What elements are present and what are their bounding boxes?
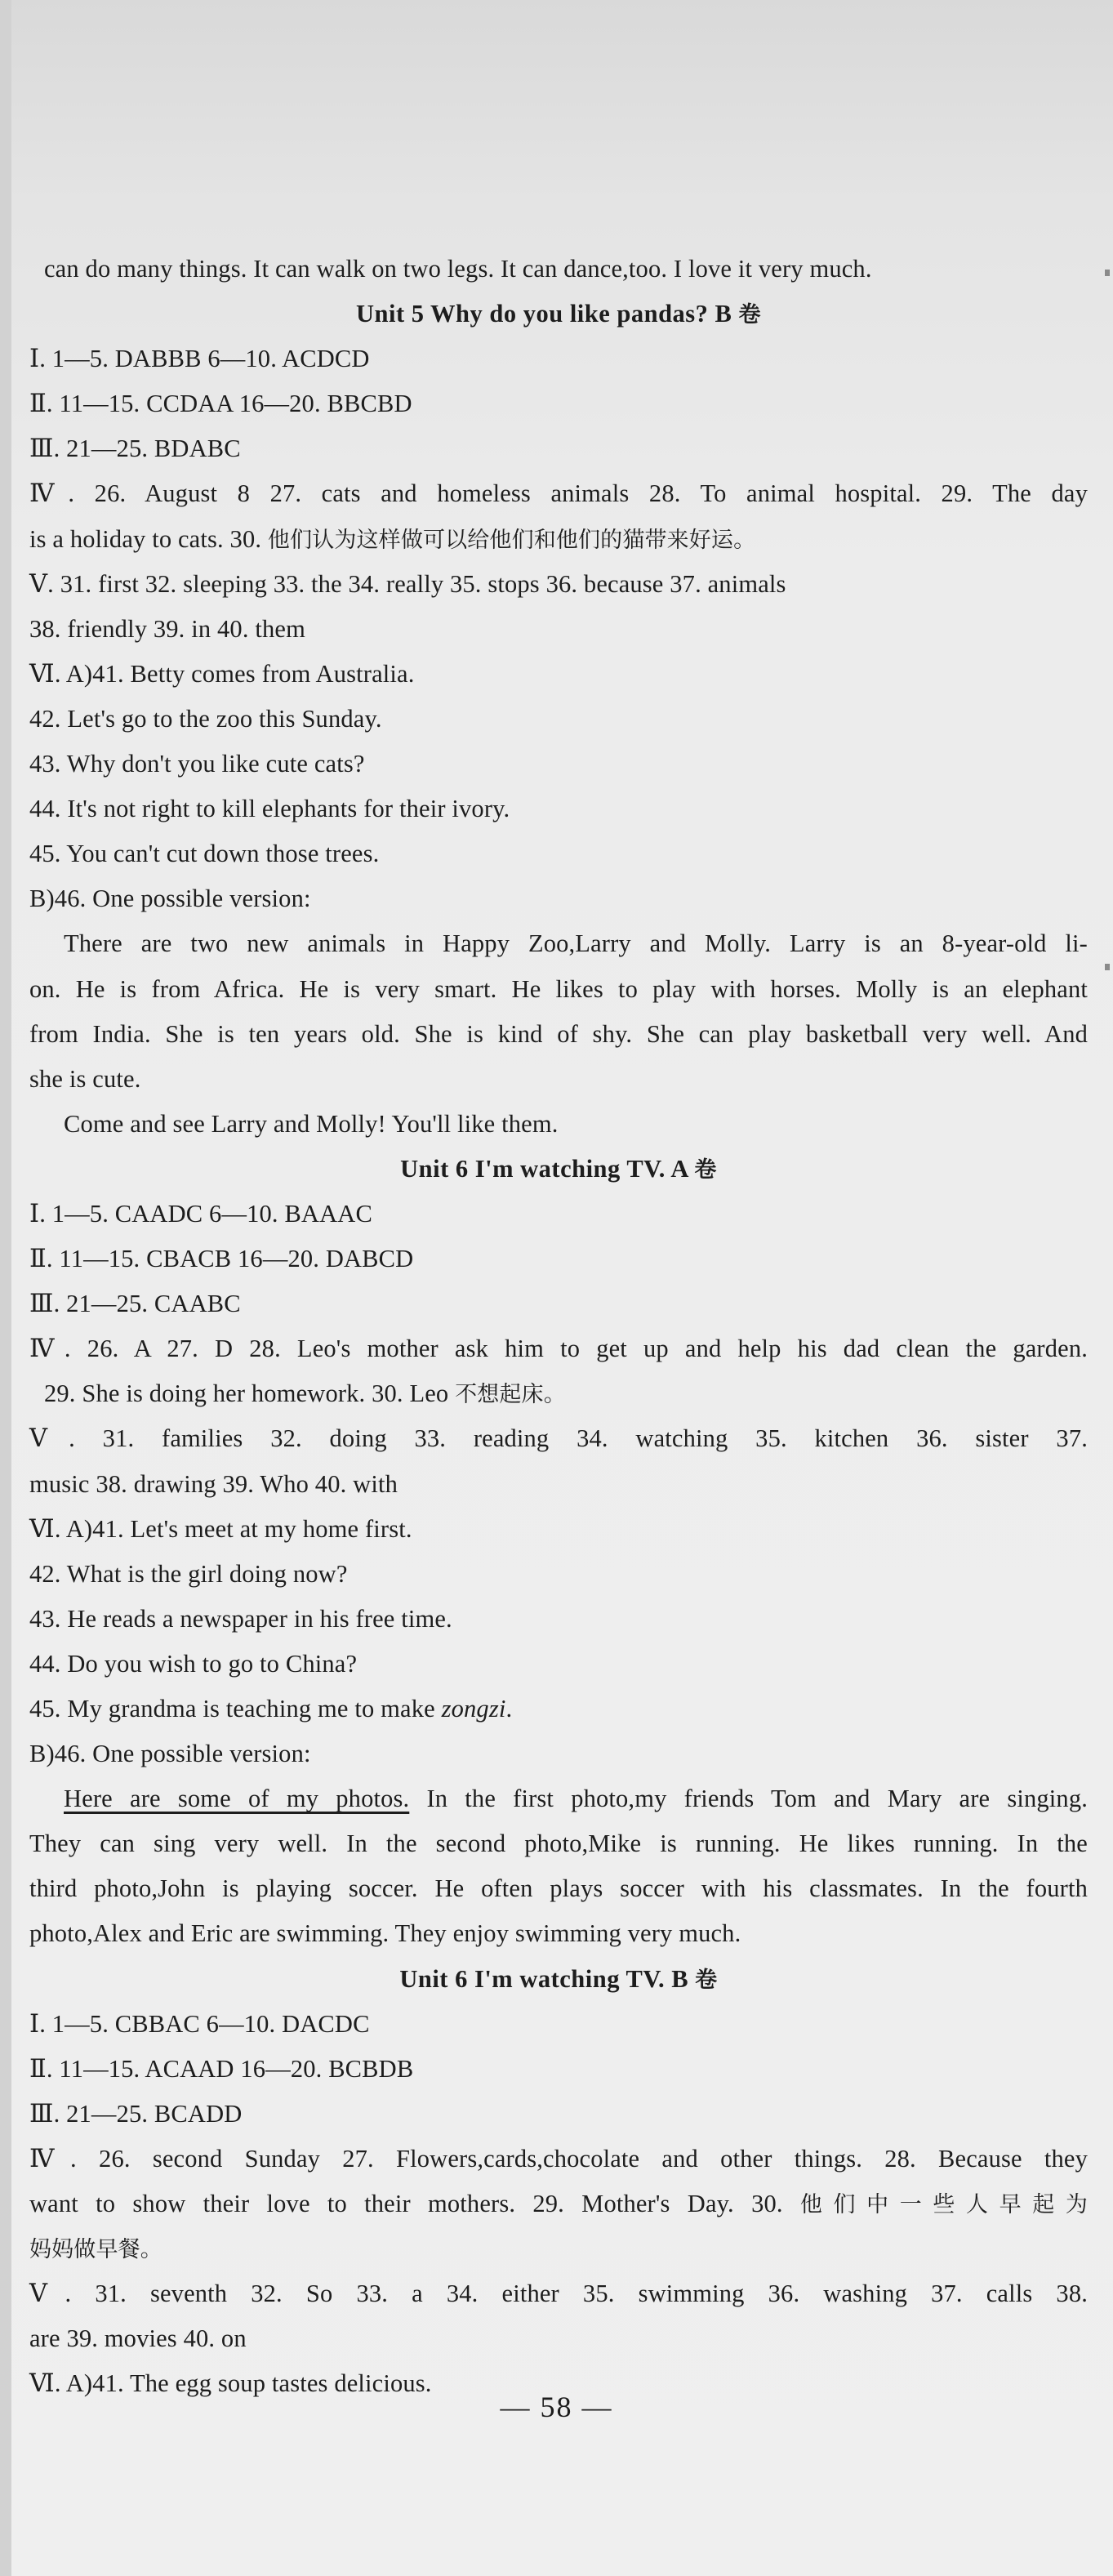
text-line: Ⅱ. 11—15. ACAAD 16—20. BCBDB	[29, 2054, 414, 2083]
page-edge-shadow	[0, 0, 11, 2576]
text-line: Ⅲ. 21—25. BDABC	[29, 435, 241, 463]
text-line: They can sing very well. In the second photo,Mike is running. He likes running. In the	[29, 1829, 1088, 1858]
text-line: 43. He reads a newspaper in his free time.	[29, 1604, 452, 1633]
text-line: Ⅰ. 1—5. DABBB 6—10. ACDCD	[29, 345, 370, 373]
edge-mark	[1105, 270, 1110, 276]
chinese-text: 卷	[695, 1967, 718, 1993]
text-line: Ⅳ. 26. second Sunday 27. Flowers,cards,chocolate and other things. 28. Because they	[29, 2144, 1088, 2173]
text-line: B)46. One possible version:	[29, 1740, 311, 1768]
text-line: Ⅱ. 11—15. CBACB 16—20. DABCD	[29, 1245, 414, 1273]
chinese-text: 他们中一些人早起为	[799, 2192, 1088, 2218]
answer-text-column	[29, 247, 1088, 2407]
chinese-text: 卷	[738, 302, 761, 328]
text-line: Here are some of my photos. In the first photo,my friends Tom and Mary are singing.	[64, 1785, 1088, 1813]
text-line: 44. Do you wish to go to China?	[29, 1649, 358, 1678]
text-line: 44. It's not right to kill elephants for their ivory.	[29, 795, 510, 823]
text-line: are 39. movies 40. on	[29, 2324, 247, 2353]
page-number: — 58 —	[500, 2391, 613, 2423]
text-line: music 38. drawing 39. Who 40. with	[29, 1469, 398, 1498]
text-line: Ⅲ. 21—25. CAABC	[29, 1290, 241, 1318]
text-line: 43. Why don't you like cute cats?	[29, 750, 365, 778]
text-line: 45. My grandma is teaching me to make zongzi.	[29, 1695, 513, 1723]
text-line: Ⅳ. 26. August 8 27. cats and homeless animals 28. To animal hospital. 29. The day	[29, 479, 1088, 508]
text-line: 42. Let's go to the zoo this Sunday.	[29, 704, 382, 733]
text-line: 42. What is the girl doing now?	[29, 1559, 348, 1588]
text-line: can do many things. It can walk on two legs. It can dance,too. I love it very much.	[44, 255, 872, 283]
chinese-text: 不想起床。	[455, 1382, 566, 1408]
text-line: Ⅰ. 1—5. CBBAC 6—10. DACDC	[29, 2009, 370, 2038]
text-line: 38. friendly 39. in 40. them	[29, 614, 305, 643]
text-line: Ⅴ. 31. seventh 32. So 33. a 34. either 35. swimming 36. washing 37. calls 38.	[29, 2280, 1088, 2308]
text-line: 45. You can't cut down those trees.	[29, 840, 380, 868]
text-line: she is cute.	[29, 1064, 141, 1093]
chinese-text: 卷	[694, 1157, 717, 1183]
text-line: Ⅰ. 1—5. CAADC 6—10. BAAAC	[29, 1199, 372, 1228]
text-line: There are two new animals in Happy Zoo,Larry and Molly. Larry is an 8-year-old li-	[64, 929, 1088, 958]
text-line: is a holiday to cats. 30. 他们认为这样做可以给他们和他们的猫带来好运。	[29, 524, 756, 553]
text-line: Ⅴ. 31. first 32. sleeping 33. the 34. really 35. stops 36. because 37. animals	[29, 569, 786, 598]
text-line: on. He is from Africa. He is very smart. He likes to play with horses. Molly is an elephant	[29, 974, 1088, 1003]
underlined-phrase: Here are some of my photos.	[64, 1785, 410, 1813]
chinese-text: 他们认为这样做可以给他们和他们的猫带来好运。	[267, 527, 756, 553]
text-line: third photo,John is playing soccer. He often plays soccer with his classmates. In the fourth	[29, 1874, 1088, 1903]
text-line: Ⅵ. A)41. Betty comes from Australia.	[29, 659, 415, 688]
text-line	[29, 2226, 1088, 2271]
text-line: Ⅱ. 11—15. CCDAA 16—20. BBCBD	[29, 390, 412, 418]
text-line: want to show their love to their mothers. 29. Mother's Day. 30. 他们中一些人早起为	[29, 2190, 1088, 2218]
unit-heading: Unit 6 I'm watching TV. A 卷	[400, 1154, 717, 1183]
text-line: B)46. One possible version:	[29, 885, 311, 913]
text-line: photo,Alex and Eric are swimming. They enjoy swimming very much.	[29, 1919, 741, 1948]
unit-heading: Unit 6 I'm watching TV. B 卷	[399, 1964, 718, 1993]
text-line: Ⅵ. A)41. The egg soup tastes delicious.	[29, 2369, 432, 2398]
text-line: Ⅵ. A)41. Let's meet at my home first.	[29, 1514, 412, 1543]
text-line: 29. She is doing her homework. 30. Leo 不想起床。	[44, 1379, 566, 1408]
text-line: Ⅳ. 26. A 27. D 28. Leo's mother ask him to get up and help his dad clean the garden.	[29, 1335, 1088, 1363]
text-line: Come and see Larry and Molly! You'll like them.	[64, 1109, 559, 1138]
chinese-text: 妈妈做早餐。	[29, 2237, 162, 2263]
italic-word: zongzi	[441, 1695, 506, 1723]
edge-mark	[1105, 964, 1110, 970]
unit-heading: Unit 5 Why do you like pandas? B 卷	[355, 300, 761, 328]
text-line: Ⅴ. 31. families 32. doing 33. reading 34. watching 35. kitchen 36. sister 37.	[29, 1424, 1088, 1453]
text-line: from India. She is ten years old. She is kind of shy. She can play basketball very well. And	[29, 1019, 1088, 1048]
text-line: Ⅲ. 21—25. BCADD	[29, 2099, 243, 2128]
